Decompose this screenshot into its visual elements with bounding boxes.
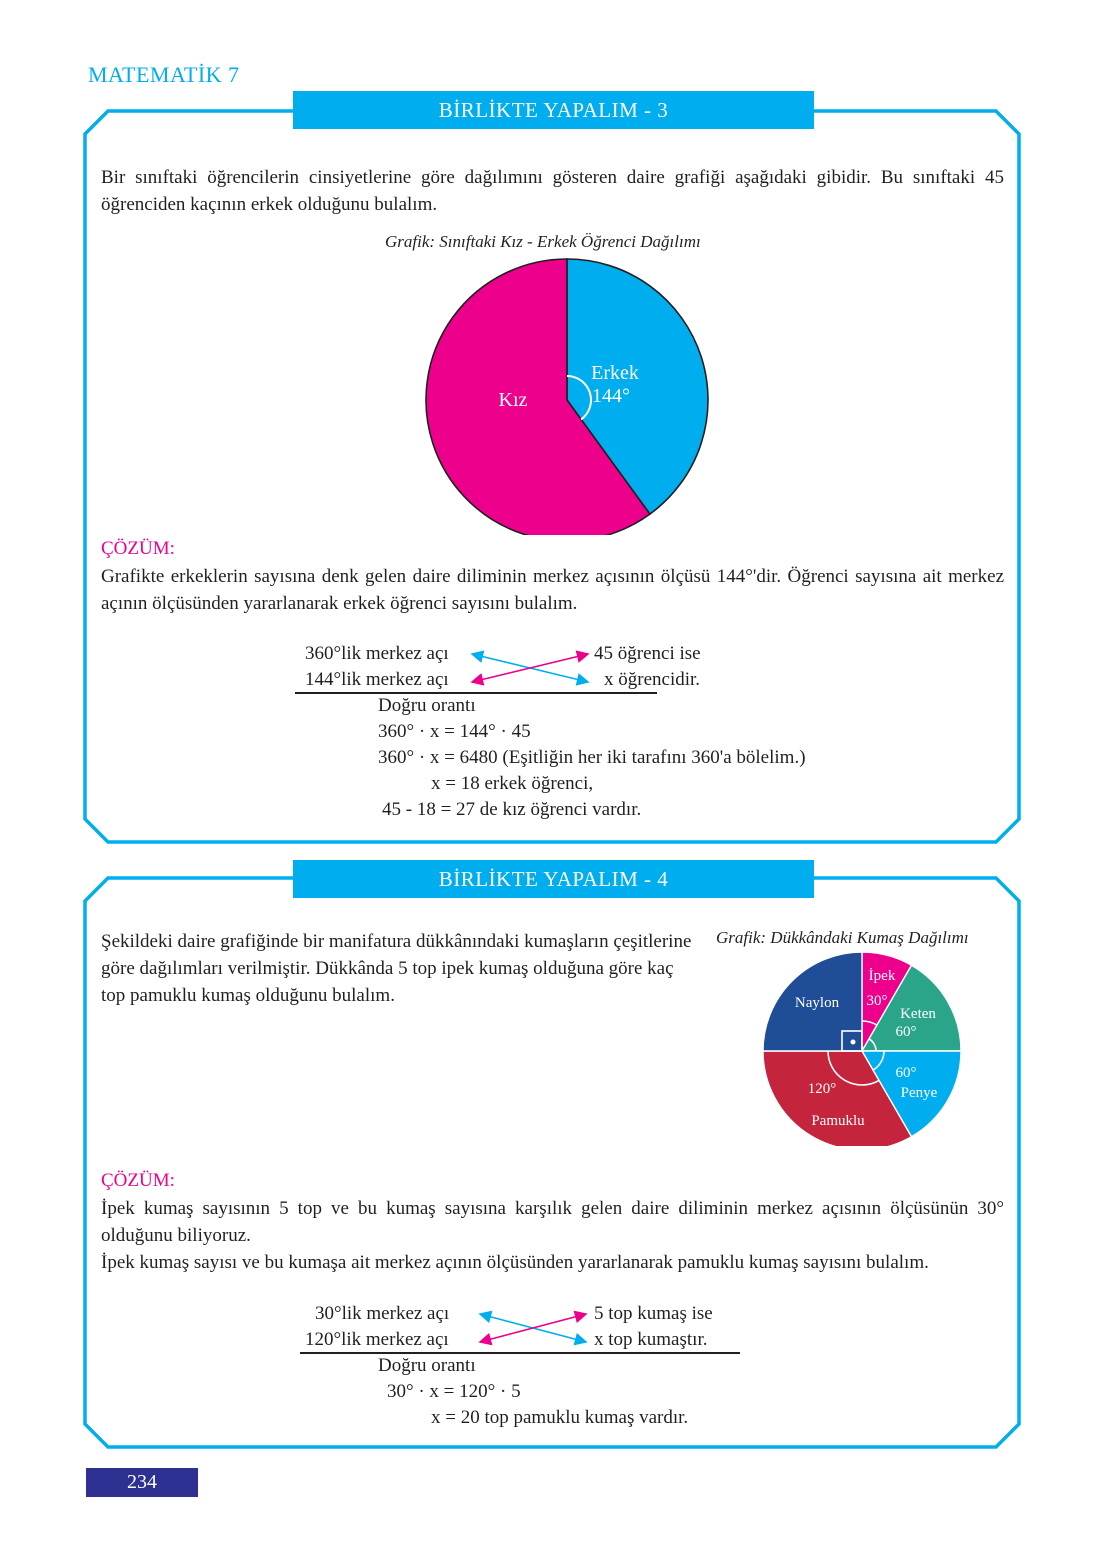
section3-step-5: 45 - 18 = 27 de kız öğrenci vardır. (382, 799, 642, 820)
keten-angle-label: 60° (895, 1024, 917, 1040)
section3-cross-arrows (460, 645, 595, 690)
section4-prop-left2: 120°lik merkez açı (305, 1329, 449, 1350)
right-angle-dot (851, 1040, 856, 1045)
section4-chart-caption: Grafik: Dükkândaki Kumaş Dağılımı (716, 928, 969, 947)
pamuklu-label: Pamuklu (811, 1113, 865, 1129)
section3-divider (295, 692, 657, 694)
kiz-label: Kız (498, 389, 528, 411)
keten-label: Keten (900, 1006, 936, 1022)
section4-problem: Şekildeki daire grafiğinde bir manifatura dükkânındaki kumaşların çeşitlerine göre dağılımları verilmiştir. Dükkânda 5 top ipek kumaş olduğuna göre kaç top pamuklu kumaş olduğunu bulalım. (101, 931, 692, 1006)
section3-chart-caption: Grafik: Sınıftaki Kız - Erkek Öğrenci Dağılımı (385, 232, 701, 251)
section3-step-4: x = 18 erkek öğrenci, (431, 773, 594, 794)
section3-prop-left1: 360°lik merkez açı (305, 643, 449, 664)
penye-label: Penye (900, 1085, 938, 1101)
section4-cross-arrows (468, 1305, 593, 1350)
ipek-label: İpek (868, 968, 896, 984)
section3-problem: Bir sınıftaki öğrencilerin cinsiyetlerine göre dağılımını gösteren daire grafiği aşağıdaki gibidir. Bu sınıftaki 45 öğrenciden kaçının erkek olduğunu bulalım. (101, 167, 1004, 215)
naylon-label: Naylon (794, 995, 840, 1011)
pamuklu-angle-label: 120° (807, 1081, 837, 1097)
section4-step-2: 30° · x = 120° · 5 (387, 1381, 521, 1402)
gender-pie-chart (415, 250, 725, 535)
page-number: 234 (86, 1468, 198, 1497)
fabric-pie-chart (755, 946, 970, 1146)
section4-banner: BİRLİKTE YAPALIM - 4 (293, 860, 814, 898)
section3-prop-left2: 144°lik merkez açı (305, 669, 449, 690)
section4-solution-label: ÇÖZÜM: (101, 1170, 175, 1191)
section3-step-1: Doğru orantı (378, 695, 476, 716)
section4-step-1: Doğru orantı (378, 1355, 476, 1376)
section3-step-3: 360° · x = 6480 (Eşitliğin her iki tarafını 360'a bölelim.) (378, 747, 806, 768)
section3-step-2: 360° · x = 144° · 45 (378, 721, 531, 742)
section4-prop-right2: x top kumaştır. (594, 1329, 708, 1350)
section3-solution-label: ÇÖZÜM: (101, 538, 175, 559)
section4-solution-text1: İpek kumaş sayısının 5 top ve bu kumaş sayısına karşılık gelen daire diliminin merkez açısının ölçüsünün 30° olduğunu biliyoruz. (101, 1198, 1004, 1246)
section4-prop-left1: 30°lik merkez açı (315, 1303, 450, 1324)
penye-angle-label: 60° (895, 1065, 917, 1081)
ipek-angle-label: 30° (866, 993, 888, 1009)
section3-banner: BİRLİKTE YAPALIM - 3 (293, 91, 814, 129)
section4-solution-text2: İpek kumaş sayısı ve bu kumaşa ait merkez açının ölçüsünden yararlanarak pamuklu kumaş sayısını bulalım. (101, 1252, 929, 1273)
erkek-label: Erkek (591, 362, 639, 384)
section3-prop-right2: x öğrencidir. (604, 669, 701, 690)
section4-prop-right1: 5 top kumaş ise (594, 1303, 713, 1324)
erkek-angle-label: 144° (592, 385, 630, 407)
section3-solution-text: Grafikte erkeklerin sayısına denk gelen daire diliminin merkez açısının ölçüsü 144°'dir. Öğrenci sayısına ait merkez açının ölçüsünden yararlanarak erkek öğrenci sayısını bulalım. (101, 566, 1004, 614)
section4-divider (300, 1352, 740, 1354)
section4-step-3: x = 20 top pamuklu kumaş vardır. (431, 1407, 689, 1428)
header-title: MATEMATİK 7 (88, 62, 240, 87)
section3-prop-right1: 45 öğrenci ise (594, 643, 701, 664)
